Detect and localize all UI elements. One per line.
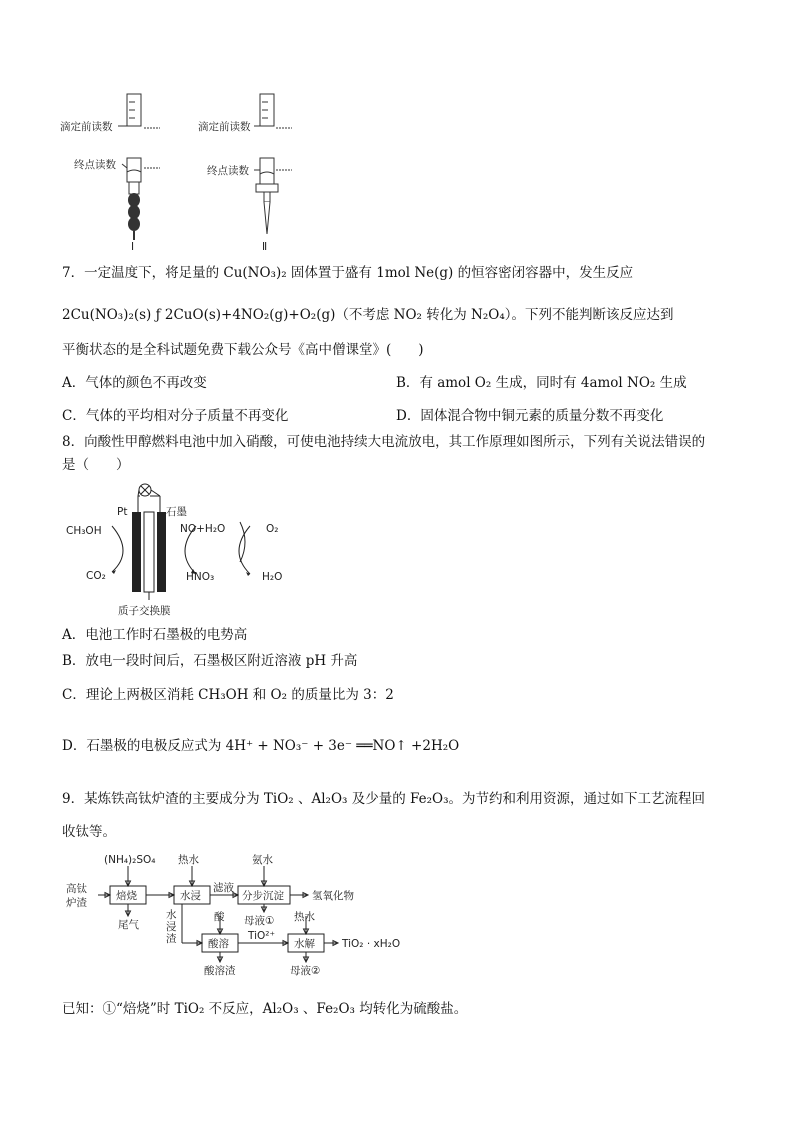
burette-2-end-label: 终点读数: [207, 165, 249, 177]
roast-box-label: 焙烧: [116, 890, 137, 902]
q8-line-1: 8．向酸性甲醇燃料电池中加入硝酸，可使电池持续大电流放电，其工作原理如图所示，下列有关说法错误的: [62, 434, 706, 450]
leach-residue-label-3: 渣: [166, 933, 177, 945]
q7-option-b: B．有 amol O₂ 生成，同时有 4amol NO₂ 生成: [396, 375, 687, 391]
acid-label: 酸: [214, 911, 225, 923]
burette-2-roman: Ⅱ: [262, 241, 268, 253]
q9-line-2: 收钛等。: [62, 824, 116, 840]
acid-residue-label: 酸溶渣: [204, 965, 236, 977]
pt-electrode: [132, 512, 141, 592]
no-h2o-label: NO+H₂O: [180, 523, 226, 535]
step-precip-box-label: 分步沉淀: [242, 890, 284, 902]
co2-label: CO₂: [86, 570, 106, 582]
slag-label-2: 炉渣: [66, 897, 87, 909]
ch3oh-label: CH₃OH: [66, 525, 102, 537]
q8-option-b: B．放电一段时间后，石墨极区附近溶液 pH 升高: [62, 653, 358, 669]
h2o-label: H₂O: [262, 571, 283, 583]
q7-option-a: A．气体的颜色不再改变: [62, 375, 207, 391]
burette-1: [127, 94, 160, 240]
hot-water-2-label: 热水: [294, 911, 315, 923]
q8-option-a: A．电池工作时石墨极的电势高: [62, 627, 248, 643]
o2-label: O₂: [266, 523, 279, 535]
q9-line-1: 9．某炼铁高钛炉渣的主要成分为 TiO₂ 、Al₂O₃ 及少量的 Fe₂O₃。为节约和利用资源，通过如下工艺流程回: [62, 791, 706, 807]
process-flow-figure: [62, 852, 422, 982]
q9-known-note: 已知：①“焙烧”时 TiO₂ 不反应，Al₂O₃ 、Fe₂O₃ 均转化为硫酸盐。: [62, 1001, 468, 1017]
graphite-electrode: [157, 512, 166, 592]
membrane: [144, 512, 154, 592]
q8-line-2: 是（ ）: [62, 457, 130, 473]
water-leach-box-label: 水浸: [180, 890, 201, 902]
nh4so4-label: (NH₄)₂SO₄: [104, 854, 156, 866]
q7-option-d: D．固体混合物中铜元素的质量分数不再变化: [396, 408, 664, 424]
q7-line-2: 2Cu(NO₃)₂(s) ƒ 2CuO(s)+4NO₂(g)+O₂(g)（不考虑 NO₂ 转化为 N₂O₄）。下列不能判断该反应达到: [62, 307, 674, 323]
q8-option-c: C．理论上两极区消耗 CH₃OH 和 O₂ 的质量比为 3：2: [62, 687, 394, 703]
burette-1-end-label: 终点读数: [74, 159, 116, 171]
fuel-cell-figure: [62, 482, 322, 620]
product-label: TiO₂ · xH₂O: [342, 938, 401, 950]
tio2-ion-label: TiO²⁺: [248, 930, 276, 942]
hydrolysis-box-label: 水解: [294, 938, 315, 950]
acid-dissolve-box-label: 酸溶: [208, 938, 229, 950]
graphite-label: 石墨: [166, 506, 187, 518]
burette-figure: [60, 88, 300, 258]
q8-option-d: D．石墨极的电极反应式为 4H⁺ + NO₃⁻ + 3e⁻ ══NO↑ +2H₂O: [62, 738, 460, 754]
filtrate-label: 滤液: [213, 882, 234, 894]
hot-water-1-label: 热水: [178, 854, 199, 866]
mother-liquor-1-label: 母液①: [244, 915, 275, 927]
slag-label-1: 高钛: [66, 883, 87, 895]
leach-residue-label-2: 浸: [166, 921, 177, 933]
tail-gas-label: 尾气: [118, 919, 139, 931]
burette-1-initial-label: 滴定前读数: [60, 121, 113, 133]
burette-2-initial-label: 滴定前读数: [198, 121, 251, 133]
q7-line-3: 平衡状态的是全科试题免费下载公众号《高中僧课堂》( ): [62, 342, 424, 358]
burette-2: [256, 94, 292, 234]
pt-label: Pt: [117, 506, 128, 518]
mother-liquor-2-label: 母液②: [290, 965, 321, 977]
burette-1-roman: Ⅰ: [131, 241, 135, 253]
hydroxide-label: 氢氧化物: [312, 890, 354, 902]
hno3-label: HNO₃: [186, 571, 215, 583]
q7-line-1: 7．一定温度下，将足量的 Cu(NO₃)₂ 固体置于盛有 1mol Ne(g) 的恒容密闭容器中，发生反应: [62, 265, 634, 281]
q7-option-c: C．气体的平均相对分子质量不再变化: [62, 408, 289, 424]
leach-residue-label-1: 水: [166, 909, 177, 921]
membrane-label: 质子交换膜: [118, 605, 171, 617]
ammonia-label: 氨水: [252, 854, 273, 866]
